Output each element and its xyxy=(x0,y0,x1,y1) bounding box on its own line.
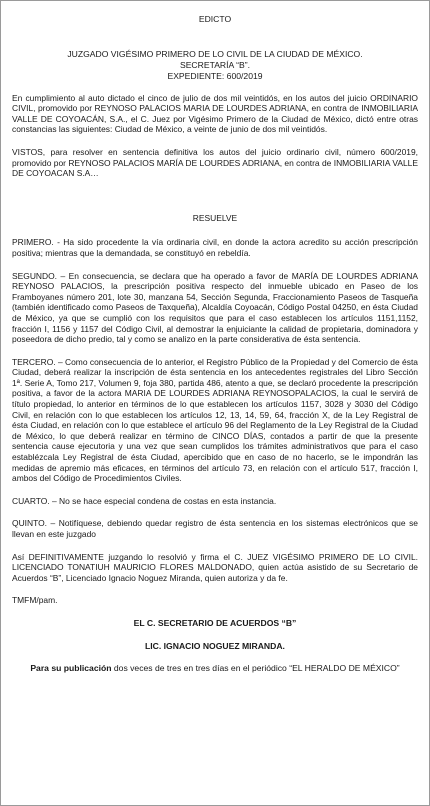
quinto-paragraph: QUINTO. – Notifíquese, debiendo quedar registro de ésta sentencia en los sistemas electrónicos que se llevan en este juzgado xyxy=(12,518,418,539)
initials: TMFM/pam. xyxy=(12,595,58,606)
resuelve-heading: RESUELVE xyxy=(192,212,238,223)
closing-paragraph: Así DEFINITIVAMENTE juzgando lo resolvió y firma el C. JUEZ VIGÉSIMO PRIMERO DE LO CIVIL. LICENCIADO TONATIUH MAURICIO FLORES MALDONADO, quien actúa asistido de su Secretario de Acuerdos “B”, Licenciado Ignacio Noguez Miranda, quien autoriza y da fe. xyxy=(12,551,418,583)
cuarto-paragraph: CUARTO. – No se hace especial condena de costas en esta instancia. xyxy=(12,495,277,506)
primero-paragraph: PRIMERO. - Ha sido procedente la vía ordinaria civil, en donde la actora acredito su acción prescripción positiva; mientras que la demandada, se constituyó en rebeldía. xyxy=(12,237,418,258)
signature-name: LIC. IGNACIO NOGUEZ MIRANDA. xyxy=(145,640,285,651)
vistos-paragraph: VISTOS, para resolver en sentencia definitiva los autos del juicio ordinario civil, número 600/2019, promovido por REYNOSO PALACIOS MARÍA DE LOURDES ADRIANA, en contra de INMOBILIARIA VALLE DE COYOACAN S.A… xyxy=(12,146,418,179)
publication-rest: dos veces de tres en tres días en el periódico “EL HERALDO DE MÉXICO” xyxy=(111,663,400,674)
publication-lead: Para su publicación xyxy=(30,663,112,674)
intro-paragraph: En cumplimiento al auto dictado el cinco de julio de dos mil veintidós, en los autos del juicio ORDINARIO CIVIL, promovido por REYNOSO PALACIOS MARIA DE LOURDES ADRIANA, en contra de INMOBILIARIA VALLE DE COYOACÁN, S.A., el C. Juez por Vigésimo Primero de la Ciudad de México, dictó entre otras constancias las siguientes: Ciudad de México, a veinte de junio de dos mil veintidós. xyxy=(12,92,418,135)
tercero-paragraph: TERCERO. – Como consecuencia de lo anterior, el Registro Público de la Propiedad y del Comercio de ésta Ciudad, deberá realizar la inscripción de ésta sentencia en los antecedentes registrales del Libro Sección 1ª. Serie A, Tomo 217, Volumen 9, foja 380, partida 486, atento a que, se declaró procedente la prescripción positiva, a favor de la actora MARIA DE LOURDES ADRIANA REYNOSOPALACIOS, la cual le servirá de título propiedad, lo anterior en términos de lo que establecen los artículos 1157, 3028 y 3030 del Código Civil, en relación con lo que establecen los artículos 12, 13, 14, 59, 64, fracción X, de la Ley Registral de ésta Ciudad, en relación con lo que establece el artículo 96 del Reglamento de la Ley Registral de la Ciudad de México, lo que deberá realizar en término de CINCO DÍAS, contados a partir de que la presente sentencia cause ejecutoria y una vez que sean cumplidos los trámites administrativos que para el caso establézcala Ley Registral de ésta Ciudad, apercibido que en caso de no hacerlo, se le impondrán las medidas de apremio más eficaces, en términos del artículo 73, en relación con el artículo 517, fracción I, ambos del Código de Procedimientos Civiles. xyxy=(12,356,418,484)
court-name: JUZGADO VIGÉSIMO PRIMERO DE LO CIVIL DE LA CIUDAD DE MÉXICO. xyxy=(67,48,363,59)
court-header xyxy=(12,49,418,82)
expediente-number: EXPEDIENTE: 600/2019 xyxy=(167,70,263,81)
publication-note xyxy=(12,663,418,674)
document-title: EDICTO xyxy=(198,14,232,24)
segundo-paragraph: SEGUNDO. – En consecuencia, se declara que ha operado a favor de MARÍA DE LOURDES ADRIANA REYNOSO PALACIOS, la prescripción positiva respecto del inmueble ubicado en Paseo de los Framboyanes número 201, lote 30, manzana 54, Sección Segunda, Fraccionamiento Paseos de Tasqueña (también identificado como Paseos de Taxqueña), Alcaldía Coyoacán, Código Postal 04250, en ésta Ciudad de México, ya que se cumplió con los requisitos que para el caso establecen los artículos 1151,1152, fracción I, 1156 y 1157 del Código Civil, al demostrar la enjuiciante la calidad de propietaria, dominadora y poseedora de dicho predio, tal y como se analizo en la parte considerativa de ésta sentencia. xyxy=(12,270,418,345)
signature-title: EL C. SECRETARIO DE ACUERDOS “B” xyxy=(133,617,297,628)
secretaria-label: SECRETARÍA “B”. xyxy=(179,59,251,70)
